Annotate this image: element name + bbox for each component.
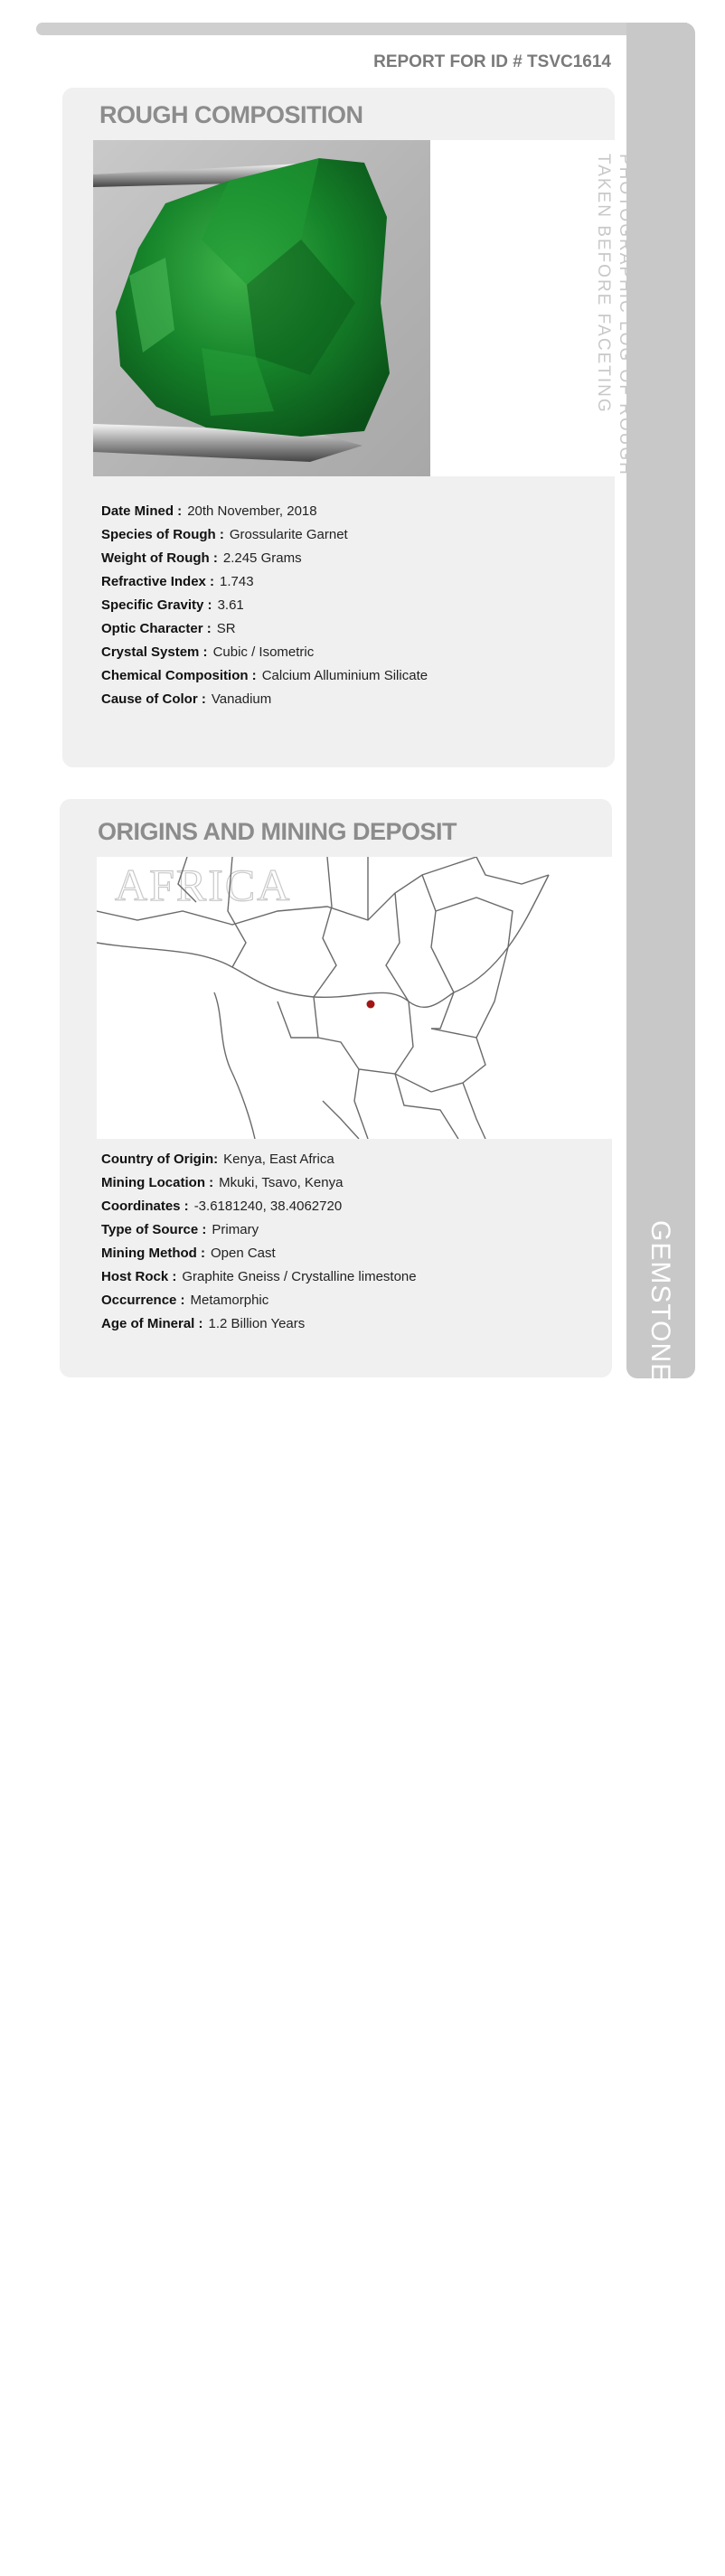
property-value: Kenya, East Africa: [223, 1152, 334, 1167]
property-label: Mining Location :: [101, 1175, 214, 1190]
property-value: 1.743: [220, 574, 254, 589]
property-value: 2.245 Grams: [222, 550, 302, 566]
side-title-wrap: [626, 1220, 695, 2576]
property-value: -3.6181240, 38.4062720: [193, 1199, 343, 1214]
property-label: Date Mined :: [101, 503, 183, 519]
top-frame-bar: [36, 23, 687, 35]
report-id: REPORT FOR ID # TSVC1614: [373, 52, 611, 71]
list-item: [101, 1218, 417, 1242]
property-label: Country of Origin:: [101, 1152, 219, 1167]
mine-location-marker: [367, 1001, 375, 1009]
property-label: Optic Character :: [101, 621, 212, 636]
property-label: Refractive Index :: [101, 574, 215, 589]
map-illustration: [97, 857, 612, 1139]
property-label: Coordinates :: [101, 1199, 189, 1214]
property-value: Primary: [212, 1222, 259, 1237]
list-item: [101, 641, 428, 664]
property-label: Weight of Rough :: [101, 550, 218, 566]
list-item: [101, 500, 428, 523]
property-label: Mining Method :: [101, 1246, 205, 1261]
property-value: SR: [216, 621, 236, 636]
property-label: Type of Source :: [101, 1222, 207, 1237]
property-label: Specific Gravity :: [101, 597, 212, 613]
africa-map: [97, 857, 612, 1139]
rough-properties-list: [101, 500, 428, 711]
property-value: Metamorphic: [190, 1293, 269, 1308]
list-item: [101, 570, 428, 594]
photo-caption-line-1: PHOTOGRAPHIC LOG OF ROUGH: [616, 154, 635, 476]
list-item: [101, 1312, 417, 1336]
rough-gem-photo: [93, 140, 430, 476]
property-value: Graphite Gneiss / Crystalline limestone: [182, 1269, 417, 1284]
property-label: Species of Rough :: [101, 527, 224, 542]
photo-caption: [592, 154, 636, 476]
list-item: [101, 1289, 417, 1312]
property-value: 20th November, 2018: [187, 503, 317, 519]
gem-illustration: [93, 140, 430, 476]
property-value: 3.61: [217, 597, 244, 613]
property-value: Open Cast: [210, 1246, 276, 1261]
property-label: Age of Mineral :: [101, 1316, 203, 1331]
origins-title: ORIGINS AND MINING DEPOSIT: [98, 818, 457, 845]
photo-caption-box: [430, 140, 615, 476]
side-frame-bar: [626, 23, 695, 1378]
property-value: Grossularite Garnet: [229, 527, 348, 542]
list-item: [101, 594, 428, 617]
list-item: [101, 1148, 417, 1171]
property-value: 1.2 Billion Years: [208, 1316, 306, 1331]
property-value: Calcium Alluminium Silicate: [261, 668, 428, 683]
list-item: [101, 523, 428, 547]
property-label: Occurrence :: [101, 1293, 185, 1308]
side-title: GEMSTONE MINING & GEOLOGY REPORT: [645, 1220, 675, 1848]
rough-composition-title: ROUGH COMPOSITION: [99, 101, 363, 128]
list-item: [101, 547, 428, 570]
list-item: [101, 617, 428, 641]
property-label: Host Rock :: [101, 1269, 177, 1284]
list-item: [101, 664, 428, 688]
property-label: Crystal System :: [101, 644, 208, 660]
list-item: [101, 1171, 417, 1195]
list-item: [101, 688, 428, 711]
list-item: [101, 1242, 417, 1265]
list-item: [101, 1195, 417, 1218]
property-value: Vanadium: [211, 691, 272, 707]
property-label: Cause of Color :: [101, 691, 206, 707]
photo-caption-line-2: TAKEN BEFORE FACETING: [594, 154, 613, 414]
property-label: Chemical Composition :: [101, 668, 257, 683]
property-value: Mkuki, Tsavo, Kenya: [219, 1175, 344, 1190]
map-region-label: AFRICA: [115, 860, 292, 910]
property-value: Cubic / Isometric: [212, 644, 315, 660]
list-item: [101, 1265, 417, 1289]
origins-properties-list: [101, 1148, 417, 1336]
